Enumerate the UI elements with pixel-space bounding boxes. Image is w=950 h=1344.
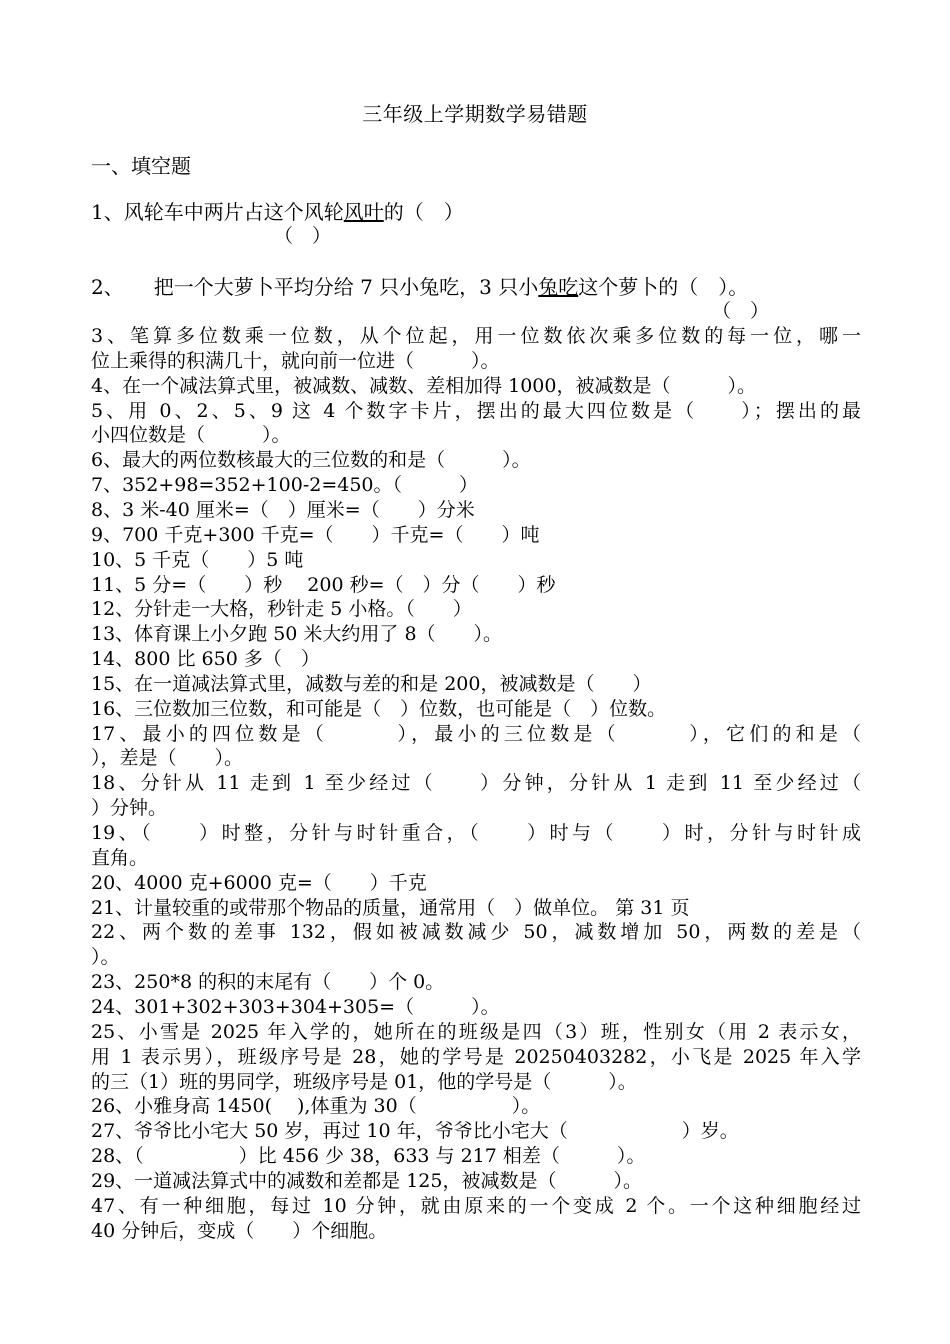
question-line: ）。 — [91, 946, 120, 968]
question-line: 18、分针从 11 走到 1 至少经过（ ）分钟，分针从 1 走到 11 至少经过（ — [91, 772, 861, 794]
question-line: 19、（ ）时整，分针与时针重合，（ ）时与（ ）时，分针与时针成 — [91, 822, 861, 844]
question-line: 23、250*8 的积的末尾有（ ）个 0。 — [91, 971, 445, 993]
question-line: 26、小雅身高 1450( ),体重为 30（ ）。 — [91, 1095, 541, 1117]
question-line: 10、5 千克（ ）5 吨 — [91, 549, 304, 571]
question-line: 21、计量较重的或带那个物品的质量，通常用（ ）做单位。 第 31 页 — [91, 897, 690, 919]
page-title: 三年级上学期数学易错题 — [362, 102, 588, 126]
question-line: 24、301+302+303+304+305=（ ）。 — [91, 996, 500, 1018]
question-line: 17、最小的四位数是（ ），最小的三位数是（ ），它们的和是（ — [91, 723, 861, 745]
question-line: 27、爷爷比小宅大 50 岁，再过 10 年，爷爷比小宅大（ ）岁。 — [91, 1120, 739, 1142]
question-line: 12、分针走一大格，秒针走 5 小格。（ ） — [91, 598, 472, 620]
question-2: 2、 把一个大萝卜平均分给 7 只小兔吃，3 只小兔吃这个萝卜的（ ）。 — [91, 275, 749, 299]
question-1: 1、风轮车中两片占这个风轮风叶的（ ） — [91, 200, 464, 224]
question-line: 7、352+98=352+100-2=450。（ ） — [91, 474, 479, 496]
question-line: 3、笔算多位数乘一位数，从个位起，用一位数依次乘多位数的每一位，哪一 — [91, 325, 861, 347]
question-line: 14、800 比 650 多（ ） — [91, 648, 320, 670]
question-line: 用 1 表示男），班级序号是 28，她的学号是 20250403282，小飞是 2025 年入学 — [91, 1046, 861, 1068]
question-line: 5、用 0、2、5、9 这 4 个数字卡片，摆出的最大四位数是（ ）；摆出的最 — [91, 400, 861, 422]
question-line: 25、小雪是 2025 年入学的，她所在的班级是四（3）班，性别女（用 2 表示女， — [91, 1021, 861, 1043]
question-line: 8、3 米-40 厘米=（ ）厘米=（ ）分米 — [91, 499, 475, 521]
question-line: 小四位数是（ ）。 — [91, 424, 291, 446]
question-line: ），差是（ ）。 — [91, 747, 244, 769]
question-line: 的三（1）班的男同学，班级序号是 01，他的学号是（ ）。 — [91, 1071, 637, 1093]
section-heading: 一、填空题 — [91, 154, 191, 178]
question-line: 20、4000 克+6000 克=（ ）千克 — [91, 872, 427, 894]
question-line: 29、一道减法算式中的减数和差都是 125，被减数是（ ）。 — [91, 1170, 642, 1192]
question-line: 15、在一道减法算式里，减数与差的和是 200，被减数是（ ） — [91, 673, 652, 695]
question-2-denominator: （ ） — [712, 300, 770, 322]
question-line: 4、在一个减法算式里，被减数、减数、差相加得 1000，被减数是（ ）。 — [91, 375, 756, 397]
question-line: 22、两个数的差事 132，假如被减数减少 50，减数增加 50，两数的差是（ — [91, 921, 861, 943]
question-line: 47、有一种细胞，每过 10 分钟，就由原来的一个变成 2 个。一个这种细胞经过 — [91, 1195, 861, 1217]
question-line: ）分钟。 — [91, 797, 168, 819]
question-line: 28、（ ）比 456 少 38，633 与 217 相差（ ）。 — [91, 1145, 646, 1167]
question-line: 13、体育课上小夕跑 50 米大约用了 8（ ）。 — [91, 623, 503, 645]
question-line: 9、700 千克+300 千克=（ ）千克=（ ）吨 — [91, 524, 540, 546]
question-line: 16、三位数加三位数，和可能是（ ）位数，也可能是（ ）位数。 — [91, 698, 667, 720]
question-line: 40 分钟后，变成（ ）个细胞。 — [91, 1220, 388, 1242]
question-line: 11、5 分=（ ）秒 200 秒=（ ）分（ ）秒 — [91, 574, 556, 596]
question-line: 位上乘得的积满几十，就向前一位进（ ）。 — [91, 350, 500, 372]
question-1-denominator: （ ） — [274, 225, 332, 247]
question-line: 直角。 — [91, 847, 149, 869]
question-line: 6、最大的两位数核最大的三位数的和是（ ）。 — [91, 449, 531, 471]
